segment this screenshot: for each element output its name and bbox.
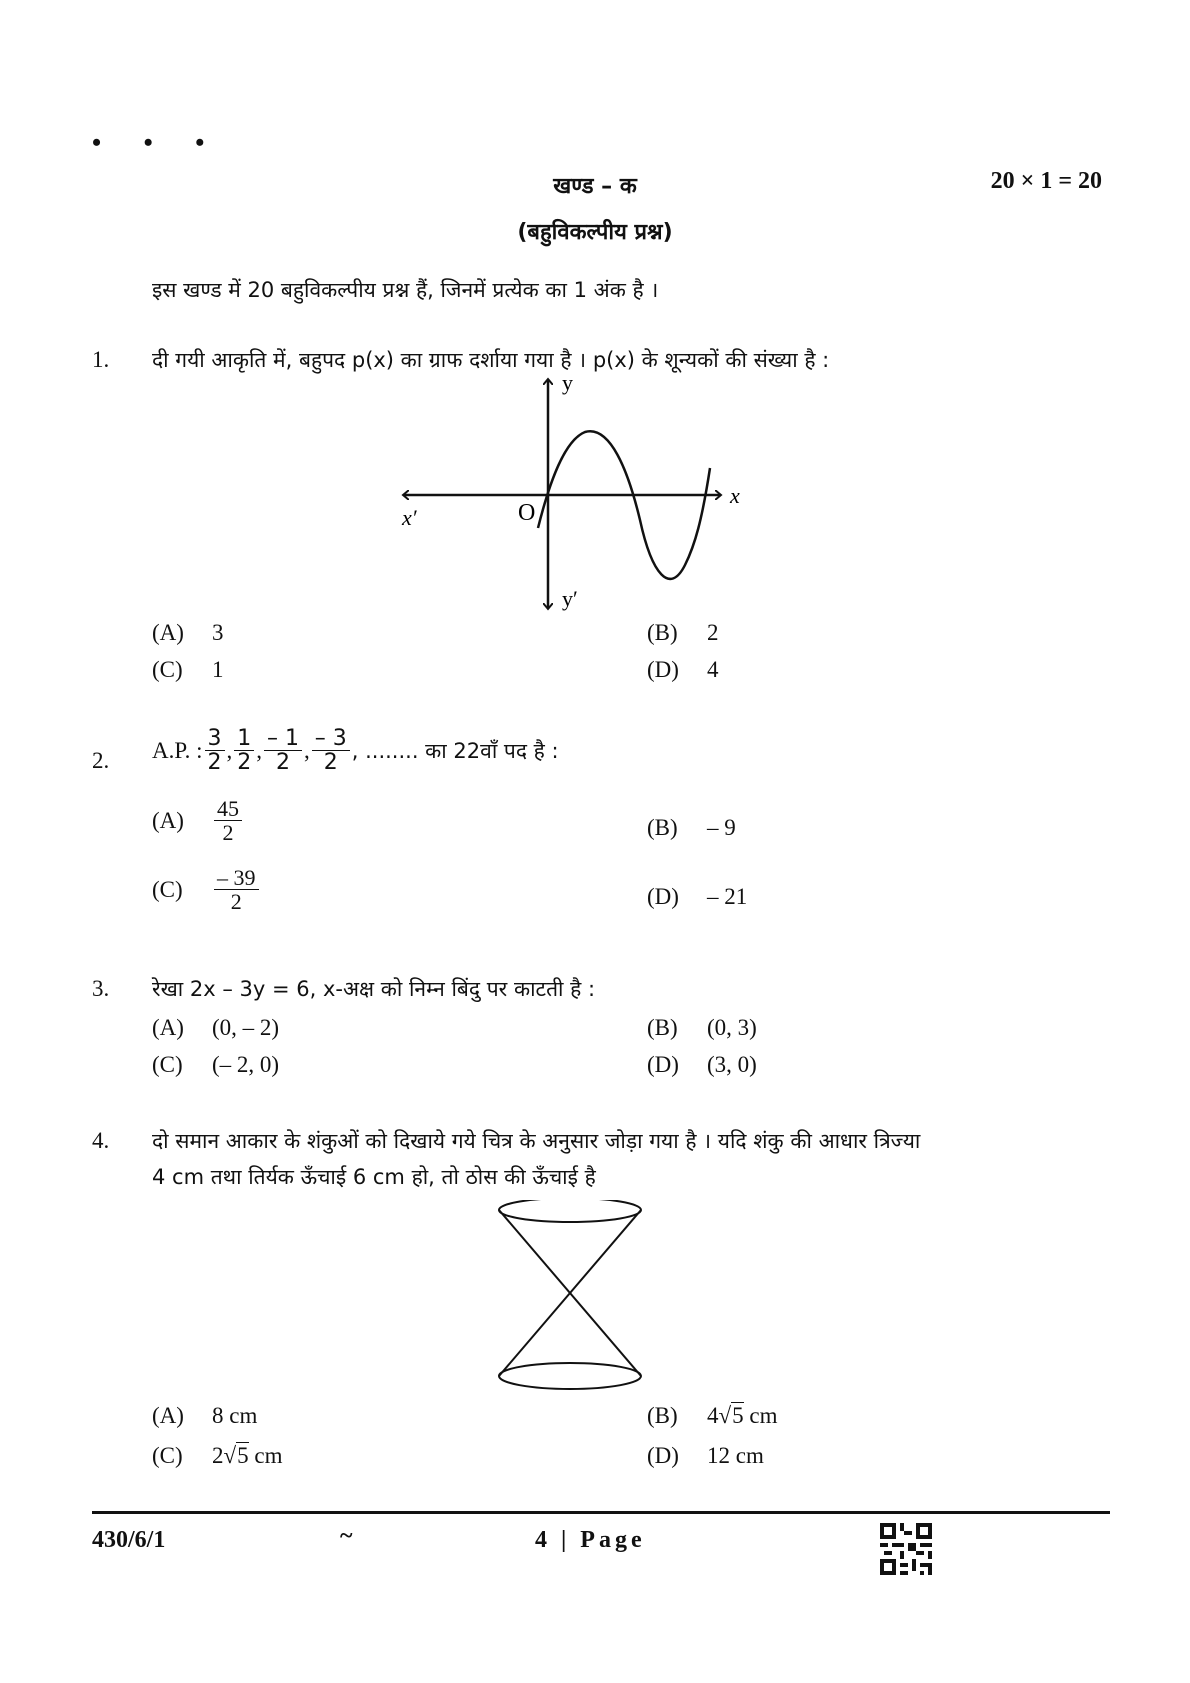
option-label: (B)	[647, 1015, 678, 1040]
origin-label: O	[518, 500, 536, 526]
decorative-dots: • • •	[92, 128, 223, 157]
sqrt-icon: √	[718, 1403, 732, 1428]
fraction: $\frac{- 1}{2}$	[264, 727, 302, 774]
option-value: (0, – 2)	[212, 1015, 280, 1040]
option-d[interactable]	[647, 1052, 757, 1078]
fraction: $\frac{1}{2}$	[234, 727, 254, 774]
page-number: 4 | Page	[535, 1527, 646, 1553]
option-d[interactable]	[647, 1443, 764, 1469]
option-label: (C)	[152, 1052, 183, 1077]
question-number: 1.	[92, 347, 110, 372]
question-text-line-1: दो समान आकार के शंकुओं को दिखाये गये चित्र के अनुसार जोड़ा गया है । यदि शंकु की आधार त्रिज्या	[152, 1129, 921, 1153]
footer-tilde: ~	[340, 1523, 353, 1549]
option-b[interactable]: (B) 4√5 cm	[647, 1403, 778, 1428]
option-c[interactable]	[152, 866, 261, 913]
x-prime-label: x′	[402, 505, 417, 530]
footer-divider	[92, 1511, 1110, 1514]
ap-prefix: A.P. :	[152, 737, 203, 763]
option-label: (A)	[152, 620, 184, 645]
option-b[interactable]	[647, 620, 719, 646]
option-value: 4	[707, 657, 719, 682]
x-axis-label: x	[730, 483, 740, 508]
option-a[interactable]	[152, 1015, 279, 1041]
option-c[interactable]	[152, 1052, 279, 1078]
option-a[interactable]	[152, 797, 244, 844]
question-suffix: , ........ का 22वाँ पद है :	[351, 738, 559, 763]
paper-code: 430/6/1	[92, 1527, 166, 1553]
option-label: (C)	[152, 876, 183, 902]
option-label: (D)	[647, 657, 679, 682]
option-label: (A)	[152, 807, 184, 833]
option-fraction: $\frac{- 39}{2}$	[214, 866, 259, 913]
option-label: (A)	[152, 1403, 184, 1428]
option-label: (D)	[647, 1052, 679, 1077]
question-number: 3.	[92, 976, 110, 1001]
sqrt-icon: √	[223, 1443, 237, 1468]
section-marks: 20 × 1 = 20	[990, 168, 1102, 194]
section-instruction: इस खण्ड में 20 बहुविकल्पीय प्रश्न हैं, जिनमें प्रत्येक का 1 अंक है ।	[152, 278, 659, 302]
option-a[interactable]	[152, 1403, 257, 1429]
question-text: दी गयी आकृति में, बहुपद p(x) का ग्राफ दर्शाया गया है । p(x) के शून्यकों की संख्या है :	[152, 348, 830, 372]
option-label: (B)	[647, 815, 678, 840]
option-c[interactable]: (C) 2√5 cm	[152, 1443, 283, 1468]
option-value: 1	[212, 657, 224, 682]
option-b[interactable]	[647, 815, 736, 841]
option-a[interactable]	[152, 620, 224, 646]
fraction: $\frac{- 3}{2}$	[312, 727, 350, 774]
option-value: (3, 0)	[707, 1052, 757, 1077]
option-value: 3	[212, 620, 224, 645]
y-axis-label: y	[562, 370, 573, 395]
option-d[interactable]	[647, 657, 719, 683]
option-label: (C)	[152, 657, 183, 682]
option-label: (B)	[647, 620, 678, 645]
option-b[interactable]	[647, 1015, 757, 1041]
question-text-line-2: 4 cm तथा तिर्यक ऊँचाई 6 cm हो, तो ठोस की ऊँचाई है	[152, 1165, 596, 1189]
option-value: 8 cm	[212, 1403, 258, 1428]
option-value: 12 cm	[707, 1443, 764, 1468]
question-text: A.P. : $\frac{3}{2}$ , $\frac{1}{2}$ , $\frac{- 1}{2}$ , $\frac{- 3}{2}$ , ........ का 22वाँ पद है :	[152, 726, 559, 776]
option-c[interactable]	[152, 657, 224, 683]
question-text: रेखा 2x – 3y = 6, x-अक्ष को निम्न बिंदु पर काटती है :	[152, 977, 596, 1001]
option-value: – 21	[707, 884, 748, 909]
y-prime-label: y′	[562, 586, 578, 611]
option-label: (D)	[647, 884, 679, 909]
section-subtitle: (बहुविकल्पीय प्रश्न)	[517, 220, 673, 245]
question-number: 4.	[92, 1128, 110, 1153]
option-value: (– 2, 0)	[212, 1052, 280, 1077]
qr-code-icon	[880, 1522, 932, 1576]
option-value: – 9	[707, 815, 736, 840]
option-label: (D)	[647, 1443, 679, 1468]
polynomial-graph-figure	[390, 370, 750, 615]
fraction: $\frac{3}{2}$	[205, 727, 225, 774]
option-label: (C)	[152, 1443, 183, 1468]
option-fraction: $\frac{45}{2}$	[214, 797, 242, 844]
option-value: 2	[707, 620, 719, 645]
double-cone-figure	[490, 1200, 650, 1395]
option-label: (A)	[152, 1015, 184, 1040]
option-value: (0, 3)	[707, 1015, 757, 1040]
section-title: खण्ड – क	[553, 174, 637, 199]
option-label: (B)	[647, 1403, 678, 1428]
question-number: 2.	[92, 748, 110, 773]
option-d[interactable]	[647, 884, 747, 910]
